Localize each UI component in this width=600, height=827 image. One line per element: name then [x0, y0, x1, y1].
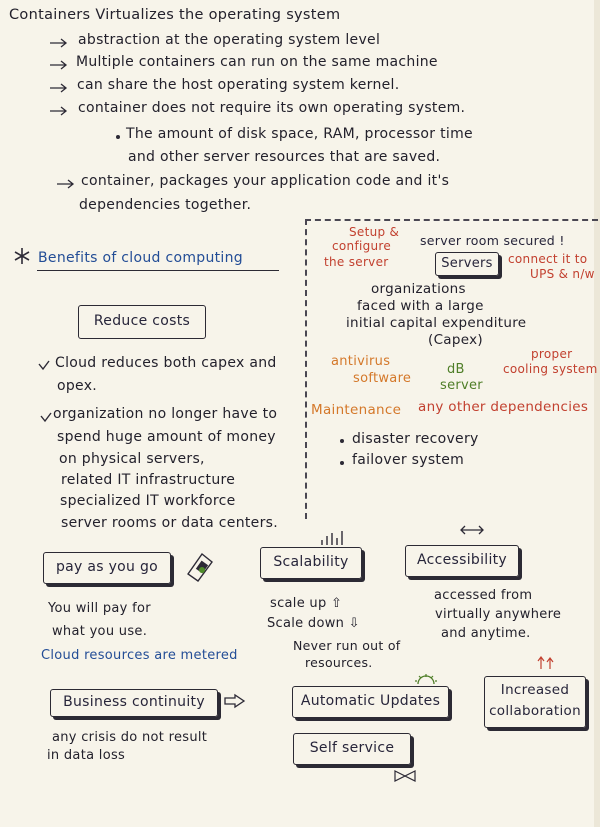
pay-as-you-go-box	[43, 552, 171, 584]
servers-label: Servers	[441, 256, 493, 271]
setup-line-3: the server	[324, 255, 389, 269]
antivirus-line-1: antivirus	[331, 354, 391, 369]
self-service-box	[293, 733, 411, 765]
org-line-6: server rooms or data centers.	[61, 515, 278, 531]
connect-line-2: UPS & n/w	[530, 267, 595, 281]
org-line-4: related IT infrastructure	[61, 472, 236, 488]
pay-line-2: what you use.	[52, 624, 148, 639]
db-line-2: server	[440, 378, 483, 393]
maintenance-label: Maintenance	[311, 402, 402, 418]
collab-line-1: Increased	[500, 682, 570, 698]
org-line-5: specialized IT workforce	[60, 493, 236, 509]
down-arrow-icon: ⇩	[348, 616, 360, 631]
server-org-line-3: initial capital expenditure	[346, 315, 527, 331]
up-arrow-icon: ⇧	[330, 596, 343, 611]
crisis-line-1: any crisis do not result	[52, 730, 208, 745]
org-line-2: spend huge amount of money	[57, 429, 276, 445]
antivirus-line-2: software	[353, 371, 412, 386]
checkmark-icon	[40, 412, 52, 422]
reduce-costs-label: Reduce costs	[93, 313, 191, 329]
arrow-icon	[56, 179, 76, 189]
server-org-line-4: (Capex)	[428, 332, 483, 348]
business-continuity-box	[50, 689, 218, 717]
asterisk-icon	[13, 247, 31, 265]
up-arrows-icon	[537, 656, 557, 670]
org-line-1: organization no longer have to	[53, 406, 278, 422]
accessibility-label: Accessibility	[416, 552, 508, 568]
arrow-icon	[49, 83, 69, 93]
pay-as-you-go-label: pay as you go	[55, 559, 159, 575]
intro-point-2: Multiple containers can run on the same machine	[76, 54, 438, 70]
db-line-1: dB	[447, 362, 465, 377]
crisis-line-2: in data loss	[47, 748, 126, 763]
scalability-box	[260, 547, 362, 579]
automatic-updates-box	[292, 686, 449, 718]
intro-point-3: can share the host operating system kernel.	[77, 77, 400, 93]
setup-line-2: configure	[332, 239, 392, 253]
bowtie-icon	[394, 770, 416, 782]
scale-down-label: Scale down	[267, 616, 345, 631]
access-line-1: accessed from	[434, 588, 533, 603]
intro-point-1: abstraction at the operating system level	[78, 32, 381, 48]
proper-line-1: proper	[531, 347, 573, 361]
metered-label: Cloud resources are metered	[41, 648, 238, 663]
checkmark-icon	[38, 360, 50, 370]
arrow-icon	[49, 38, 69, 48]
heading-underline	[37, 270, 279, 271]
card-swipe-icon	[182, 552, 218, 582]
intro-point-4: container does not require its own operating system.	[78, 100, 466, 116]
setup-line-1: Setup &	[349, 225, 400, 239]
server-room-label	[420, 232, 565, 249]
server-room-text: server room secured !	[420, 233, 565, 248]
automatic-updates-label: Automatic Updates	[300, 693, 441, 709]
business-continuity-label: Business continuity	[63, 694, 205, 710]
servers-box	[435, 252, 499, 276]
maint-item-2: failover system	[352, 452, 465, 468]
capex-line-1: Cloud reduces both capex and	[55, 355, 277, 371]
sub-point-line-2: and other server resources that are saved.	[128, 149, 441, 165]
maint-item-1: disaster recovery	[352, 431, 479, 447]
bullet-dot	[340, 461, 344, 465]
bullet-dot	[340, 439, 344, 443]
scale-down-row	[267, 615, 360, 632]
right-arrow-icon	[224, 694, 246, 708]
collab-line-2: collaboration	[489, 703, 581, 719]
self-service-label: Self service	[309, 740, 395, 756]
connect-line-1: connect it to	[508, 252, 588, 266]
server-org-line-2: faced with a large	[357, 298, 484, 314]
org-line-3: on physical servers,	[59, 451, 205, 467]
scale-up-row	[270, 595, 342, 612]
intro-title: Containers Virtualizes the operating system	[9, 7, 341, 23]
divider-horizontal	[305, 219, 598, 221]
scale-up-label: scale up	[270, 596, 327, 611]
last-point-line-2: dependencies together.	[79, 197, 252, 213]
sun-icon	[414, 673, 438, 685]
dependencies-label: any other dependencies	[418, 399, 589, 415]
benefits-heading: Benefits of cloud computing	[38, 250, 243, 266]
divider-vertical	[305, 219, 307, 519]
never-line-2: resources.	[305, 655, 373, 670]
arrow-icon	[49, 60, 69, 70]
paper-edge	[594, 0, 600, 827]
last-point-line-1: container, packages your application code and it's	[81, 173, 450, 189]
access-line-2: virtually anywhere	[435, 607, 562, 622]
double-arrow-icon	[459, 524, 485, 536]
scalability-label: Scalability	[273, 554, 349, 570]
pay-line-1: You will pay for	[48, 601, 151, 616]
collaboration-box	[484, 676, 586, 728]
arrow-icon	[49, 106, 69, 116]
reduce-costs-box	[78, 305, 206, 339]
proper-line-2: cooling system	[503, 362, 598, 376]
never-line-1: Never run out of	[293, 638, 401, 653]
bullet-dot	[116, 135, 120, 139]
sub-point-line-1: The amount of disk space, RAM, processor time	[126, 126, 473, 142]
capex-line-2: opex.	[57, 378, 98, 394]
server-org-line-1: organizations	[371, 281, 466, 297]
accessibility-box	[405, 545, 519, 577]
bar-graph-icon	[321, 530, 345, 546]
access-line-3: and anytime.	[441, 626, 531, 641]
